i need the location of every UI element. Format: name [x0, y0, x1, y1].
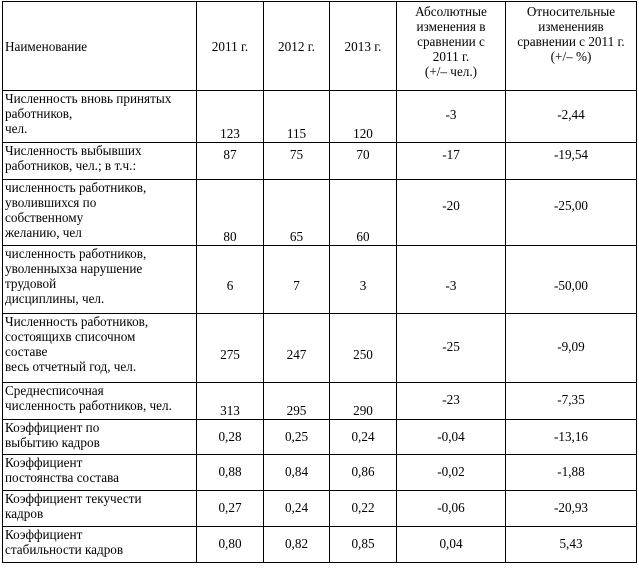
header-2012: 2012 г. — [264, 2, 330, 91]
table-row — [3, 180, 637, 246]
cell-rel: -9,09 — [506, 314, 637, 383]
cell-abs: -0,04 — [397, 420, 506, 455]
cell-abs: -0,06 — [397, 491, 506, 527]
header-2011: 2011 г. — [197, 2, 264, 91]
row-name: численность работников, уволенныхза нарушение трудовой дисциплины, чел. — [3, 246, 197, 314]
cell-2012: 0,24 — [264, 491, 330, 527]
cell-2012: 65 — [264, 180, 330, 246]
row-name: Коэффициент по выбытию кадров — [3, 420, 197, 455]
table-row — [3, 420, 637, 455]
row-name: Численность работников, состоящихв списочном составе весь отчетный год, чел. — [3, 314, 197, 383]
table-row — [3, 91, 637, 143]
cell-rel: -7,35 — [506, 383, 637, 420]
cell-abs: 0,04 — [397, 527, 506, 563]
cell-2011: 313 — [197, 383, 264, 420]
cell-2013: 250 — [330, 314, 397, 383]
cell-2011: 0,88 — [197, 455, 264, 491]
table-row — [3, 527, 637, 563]
cell-rel: -19,54 — [506, 143, 637, 180]
cell-2012: 75 — [264, 143, 330, 180]
cell-rel: -2,44 — [506, 91, 637, 143]
header-abs-change: Абсолютные изменения в сравнении с 2011 г. (+/– чел.) — [397, 2, 506, 91]
cell-2012: 0,84 — [264, 455, 330, 491]
cell-2011: 123 — [197, 91, 264, 143]
cell-2011: 80 — [197, 180, 264, 246]
cell-2012: 7 — [264, 246, 330, 314]
cell-2012: 115 — [264, 91, 330, 143]
row-name: Коэффициент постоянства состава — [3, 455, 197, 491]
cell-abs: -17 — [397, 143, 506, 180]
header-rel-change: Относительные измененияв сравнении с 2011 г. (+/– %) — [506, 2, 637, 91]
cell-2013: 120 — [330, 91, 397, 143]
cell-2012: 247 — [264, 314, 330, 383]
cell-abs: -25 — [397, 314, 506, 383]
table-row — [3, 143, 637, 180]
cell-abs: -3 — [397, 246, 506, 314]
cell-2011: 87 — [197, 143, 264, 180]
table-row — [3, 383, 637, 420]
table-row — [3, 314, 637, 383]
row-name: численность работников, уволившихся по собственному желанию, чел — [3, 180, 197, 246]
cell-abs: -3 — [397, 91, 506, 143]
header-row — [3, 2, 637, 91]
cell-2012: 295 — [264, 383, 330, 420]
row-name: Среднесписочная численность работников, чел. — [3, 383, 197, 420]
row-name: Коэффициент стабильности кадров — [3, 527, 197, 563]
row-name: Коэффициент текучести кадров — [3, 491, 197, 527]
table-row — [3, 455, 637, 491]
table-row — [3, 491, 637, 527]
header-name: Наименование — [3, 2, 197, 91]
cell-2013: 3 — [330, 246, 397, 314]
cell-2013: 70 — [330, 143, 397, 180]
cell-abs: -23 — [397, 383, 506, 420]
cell-rel: -13,16 — [506, 420, 637, 455]
cell-2013: 60 — [330, 180, 397, 246]
cell-rel: -1,88 — [506, 455, 637, 491]
cell-abs: -0,02 — [397, 455, 506, 491]
cell-rel: -50,00 — [506, 246, 637, 314]
cell-2011: 6 — [197, 246, 264, 314]
cell-2011: 0,28 — [197, 420, 264, 455]
table-row — [3, 246, 637, 314]
cell-2013: 0,24 — [330, 420, 397, 455]
cell-2013: 0,22 — [330, 491, 397, 527]
cell-2013: 0,85 — [330, 527, 397, 563]
cell-2012: 0,25 — [264, 420, 330, 455]
cell-2011: 0,27 — [197, 491, 264, 527]
cell-rel: 5,43 — [506, 527, 637, 563]
row-name: Численность выбывших работников, чел.; в т.ч.: — [3, 143, 197, 180]
cell-2011: 275 — [197, 314, 264, 383]
cell-abs: -20 — [397, 180, 506, 246]
cell-2012: 0,82 — [264, 527, 330, 563]
cell-2013: 0,86 — [330, 455, 397, 491]
cell-rel: -25,00 — [506, 180, 637, 246]
header-2013: 2013 г. — [330, 2, 397, 91]
personnel-table — [2, 1, 637, 563]
cell-2011: 0,80 — [197, 527, 264, 563]
cell-2013: 290 — [330, 383, 397, 420]
cell-rel: -20,93 — [506, 491, 637, 527]
row-name: Численность вновь принятых работников, чел. — [3, 91, 197, 143]
